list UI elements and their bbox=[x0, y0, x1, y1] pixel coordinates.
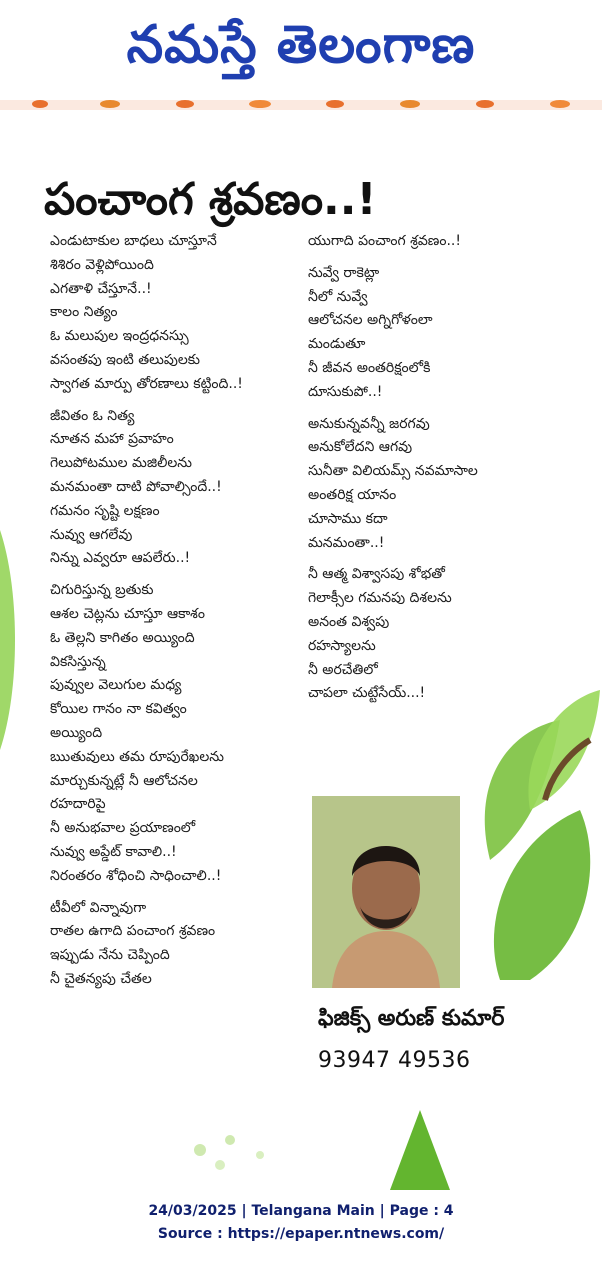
poem-line: ఓ తెల్లని కాగితం అయ్యింది bbox=[50, 629, 195, 646]
poem-line: ఆలోచనల అగ్నిగోళంలా bbox=[308, 312, 433, 329]
poem-line: స్వాగత మార్పు తోరణాలు కట్టింది..! bbox=[50, 375, 243, 392]
poem-line: నువ్వే రాకెట్లా bbox=[308, 264, 380, 281]
author-photo bbox=[312, 796, 460, 988]
poem-line: పువ్వుల వెలుగుల మధ్య bbox=[50, 677, 182, 694]
poem-line: నూతన మహా ప్రవాహం bbox=[50, 431, 174, 448]
poem-line: నువ్వు అప్డేట్ కావాలి..! bbox=[50, 843, 177, 860]
poem-line: నీ చైతన్యపు చేతల bbox=[50, 970, 152, 987]
author-name: ఫిజిక్స్ అరుణ్ కుమార్ bbox=[318, 1006, 505, 1031]
poem-line: నీలో నువ్వే bbox=[308, 288, 368, 305]
poem-line: చూసాము కదా bbox=[308, 510, 388, 527]
poem-line: అనుకున్నవన్నీ జరగవు bbox=[308, 415, 430, 432]
poem-line: శిశిరం వెళ్లిపోయింది bbox=[50, 256, 154, 273]
article-headline: పంచాంగ శ్రవణం..! bbox=[44, 174, 377, 226]
poem-line: జీవితం ఓ నిత్య bbox=[50, 407, 135, 424]
poem-line: మండుతూ bbox=[308, 336, 366, 353]
poem-line: టీవీలో విన్నావుగా bbox=[50, 899, 147, 916]
masthead bbox=[0, 0, 602, 100]
stanza bbox=[50, 405, 290, 572]
poem-line: నిన్ను ఎవ్వరూ ఆపలేరు..! bbox=[50, 550, 191, 567]
poem-line: ఎండుటాకుల బాధలు చూస్తూనే bbox=[50, 233, 217, 249]
leaf-left-decoration bbox=[0, 530, 20, 750]
poem-line: వికసిస్తున్న bbox=[50, 653, 106, 670]
decorative-border-strip bbox=[0, 100, 602, 110]
poem-line: నీ జీవన అంతరిక్షంలోకి bbox=[308, 359, 431, 376]
poem-line: చిగురిస్తున్న బ్రతుకు bbox=[50, 582, 154, 599]
poem-line: మనమంతా..! bbox=[308, 534, 385, 551]
stanza bbox=[308, 230, 568, 254]
author-phone: 93947 49536 bbox=[318, 1048, 471, 1073]
poem-line: కాలం నిత్యం bbox=[50, 304, 118, 321]
bottom-leaves-decoration bbox=[160, 1110, 480, 1190]
poem-line: ఎగతాళి చేస్తూనే..! bbox=[50, 280, 152, 297]
source-link[interactable]: Source : https://epaper.ntnews.com/ bbox=[157, 1226, 445, 1242]
stanza bbox=[50, 230, 290, 397]
poem-line: నువ్వు ఆగలేవు bbox=[50, 526, 133, 543]
poem-line: సునీతా విలియమ్స్ నవమాసాల bbox=[308, 463, 478, 480]
poem-line: కోయిల గానం నా కవిత్వం bbox=[50, 701, 187, 718]
poem-line: అంతరిక్ష యానం bbox=[308, 486, 397, 503]
poem-line: గమనం సృష్టి లక్షణం bbox=[50, 502, 160, 519]
poem-line: రహస్యాలను bbox=[308, 637, 376, 654]
poem-right-column bbox=[308, 230, 568, 714]
page-footer bbox=[0, 1200, 602, 1246]
poem-line: గెలాక్సీల గమనపు దిశలను bbox=[308, 590, 452, 607]
poem-line: ఋతువులు తమ రూపురేఖలను bbox=[50, 748, 224, 765]
poem-line: మార్చుకున్నట్లే నీ ఆలోచనల bbox=[50, 772, 198, 789]
stanza bbox=[308, 262, 568, 405]
article-clipping bbox=[0, 100, 602, 1190]
poem-line: రాతల ఉగాది పంచాంగ శ్రవణం bbox=[50, 923, 216, 940]
poem-line: ఆశల చెట్లను చూస్తూ ఆకాశం bbox=[50, 605, 205, 622]
poem-line: అనంత విశ్వపు bbox=[308, 613, 390, 630]
stanza bbox=[50, 579, 290, 888]
poem-line: చాపలా చుట్టేసేయ్...! bbox=[308, 685, 426, 702]
stanza bbox=[50, 897, 290, 992]
poem-line: నిరంతరం శోధించి సాధించాలి..! bbox=[50, 867, 222, 884]
edition-info: 24/03/2025 | Telangana Main | Page : 4 bbox=[148, 1203, 454, 1219]
stanza bbox=[308, 413, 568, 556]
poem-line: నీ అరచేతిలో bbox=[308, 661, 378, 678]
poem-line: అయ్యింది bbox=[50, 724, 103, 741]
poem-line: ఓ మలుపుల ఇంద్రధనస్సు bbox=[50, 328, 189, 345]
newspaper-logo: నమస్తే తెలంగాణ bbox=[126, 15, 476, 75]
poem-line: యుగాది పంచాంగ శ్రవణం..! bbox=[308, 233, 461, 249]
poem-line: మనమంతా దాటి పోవాల్సిందే..! bbox=[50, 478, 222, 495]
poem-line: అనుకోలేదని ఆగవు bbox=[308, 439, 413, 456]
poem-line: నీ అనుభవాల ప్రయాణంలో bbox=[50, 820, 196, 837]
stanza bbox=[308, 563, 568, 706]
poem-line: నీ ఆత్మ విశ్వాసపు శోభతో bbox=[308, 566, 445, 583]
poem-line: ఇప్పుడు నేను చెప్పింది bbox=[50, 947, 170, 964]
poem-line: వసంతపు ఇంటి తలుపులకు bbox=[50, 351, 200, 368]
author-portrait-icon bbox=[312, 796, 460, 988]
poem-line: దూసుకుపో..! bbox=[308, 383, 383, 400]
poem-left-column bbox=[50, 230, 290, 1000]
poem-line: రహదారిపై bbox=[50, 796, 106, 813]
poem-line: గెలుపోటముల మజిలీలను bbox=[50, 455, 192, 472]
